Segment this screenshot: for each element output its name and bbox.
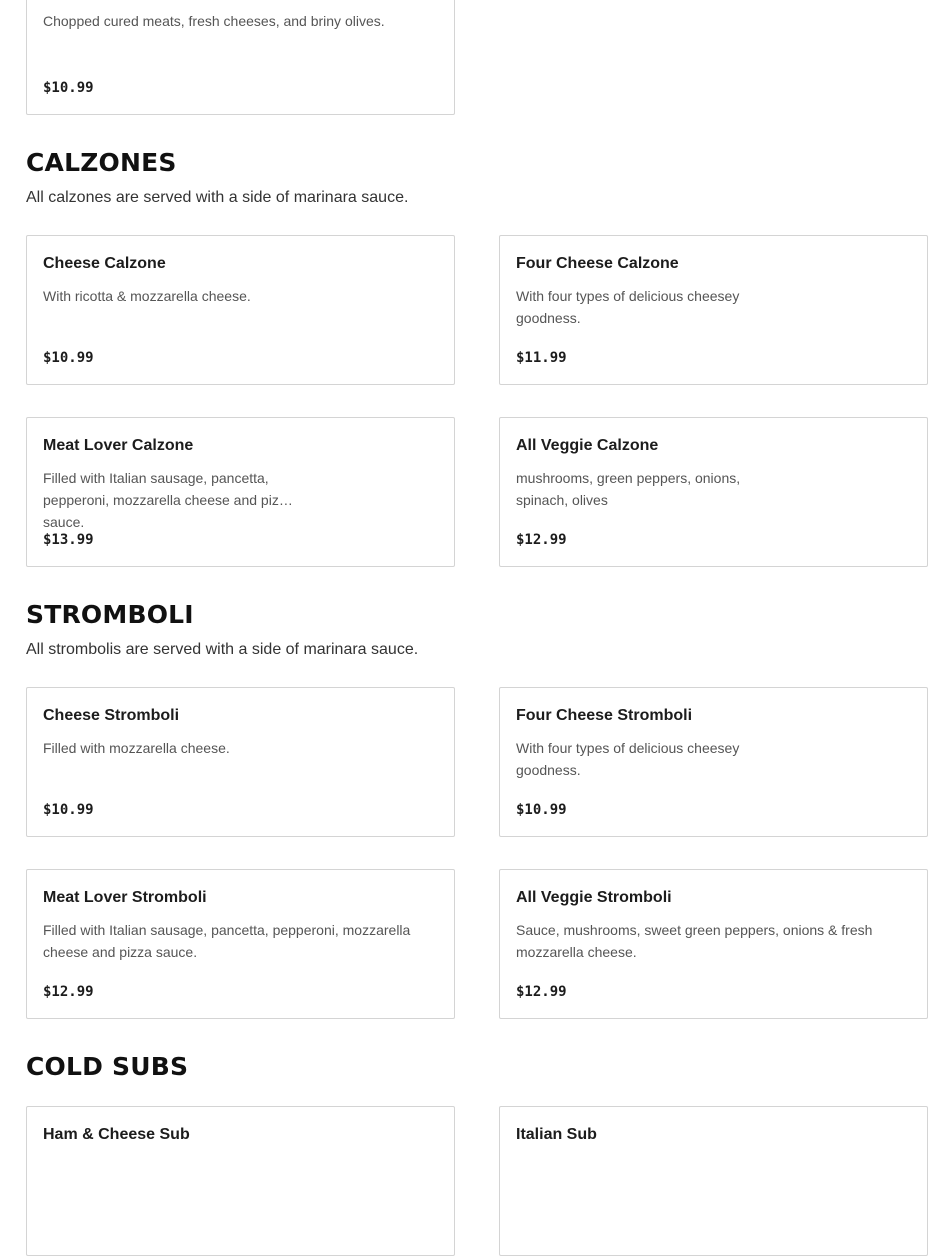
- menu-item-card[interactable]: [26, 0, 455, 115]
- section-subtitle-stromboli: All strombolis are served with a side of marinara sauce.: [26, 641, 419, 658]
- menu-item-card[interactable]: [26, 417, 455, 567]
- menu-item-price: $12.99: [516, 532, 567, 548]
- menu-item-card[interactable]: [499, 1106, 928, 1256]
- section-title-cold-subs: COLD SUBS: [26, 1052, 189, 1081]
- menu-item-price: $10.99: [43, 802, 94, 818]
- menu-item-description: Filled with Italian sausage, pancetta, pepperoni, mozzarella cheese and pizza sauce.: [43, 470, 294, 530]
- menu-item-price: $11.99: [516, 350, 567, 366]
- menu-item-description: Filled with mozzarella cheese.: [43, 740, 230, 756]
- menu-item-description: With four types of delicious cheesey goodness.: [516, 740, 740, 778]
- menu-item-card[interactable]: [26, 1106, 455, 1256]
- menu-item-name: Italian Sub: [516, 1126, 597, 1143]
- section-title-stromboli: STROMBOLI: [26, 600, 194, 629]
- section-subtitle-calzones: All calzones are served with a side of marinara sauce.: [26, 189, 409, 206]
- menu-item-description: Chopped cured meats, fresh cheeses, and briny olives.: [43, 13, 385, 29]
- menu-item-name: All Veggie Stromboli: [516, 889, 672, 906]
- menu-item-price: $10.99: [43, 80, 94, 96]
- menu-item-name: Four Cheese Calzone: [516, 255, 679, 272]
- menu-item-name: Ham & Cheese Sub: [43, 1126, 190, 1143]
- menu-item-description: Sauce, mushrooms, sweet green peppers, onions & fresh mozzarella cheese.: [516, 922, 873, 960]
- menu-item-card[interactable]: [26, 869, 455, 1019]
- menu-item-name: Cheese Calzone: [43, 255, 166, 272]
- menu-item-price: $10.99: [516, 802, 567, 818]
- menu-item-name: Meat Lover Stromboli: [43, 889, 207, 906]
- menu-item-name: All Veggie Calzone: [516, 437, 659, 454]
- menu-item-description: Filled with Italian sausage, pancetta, pepperoni, mozzarella cheese and pizza sauce.: [43, 922, 411, 960]
- menu-item-description: mushrooms, green peppers, onions, spinach, olives: [516, 470, 741, 508]
- menu-item-card[interactable]: [499, 417, 928, 567]
- menu-item-price: $13.99: [43, 532, 94, 548]
- menu-item-description: With ricotta & mozzarella cheese.: [43, 288, 251, 304]
- menu-item-card[interactable]: [499, 687, 928, 837]
- menu-item-card[interactable]: [26, 235, 455, 385]
- menu-item-price: $12.99: [516, 984, 567, 1000]
- menu-item-card[interactable]: [499, 235, 928, 385]
- menu-item-card[interactable]: [26, 687, 455, 837]
- menu-item-name: Meat Lover Calzone: [43, 437, 194, 454]
- menu-item-price: $12.99: [43, 984, 94, 1000]
- section-title-calzones: CALZONES: [26, 148, 177, 177]
- menu-item-card[interactable]: [499, 869, 928, 1019]
- menu-item-price: $10.99: [43, 350, 94, 366]
- menu-item-description: With four types of delicious cheesey goodness.: [516, 288, 740, 326]
- menu-item-name: Cheese Stromboli: [43, 707, 180, 724]
- menu-item-name: Four Cheese Stromboli: [516, 707, 693, 724]
